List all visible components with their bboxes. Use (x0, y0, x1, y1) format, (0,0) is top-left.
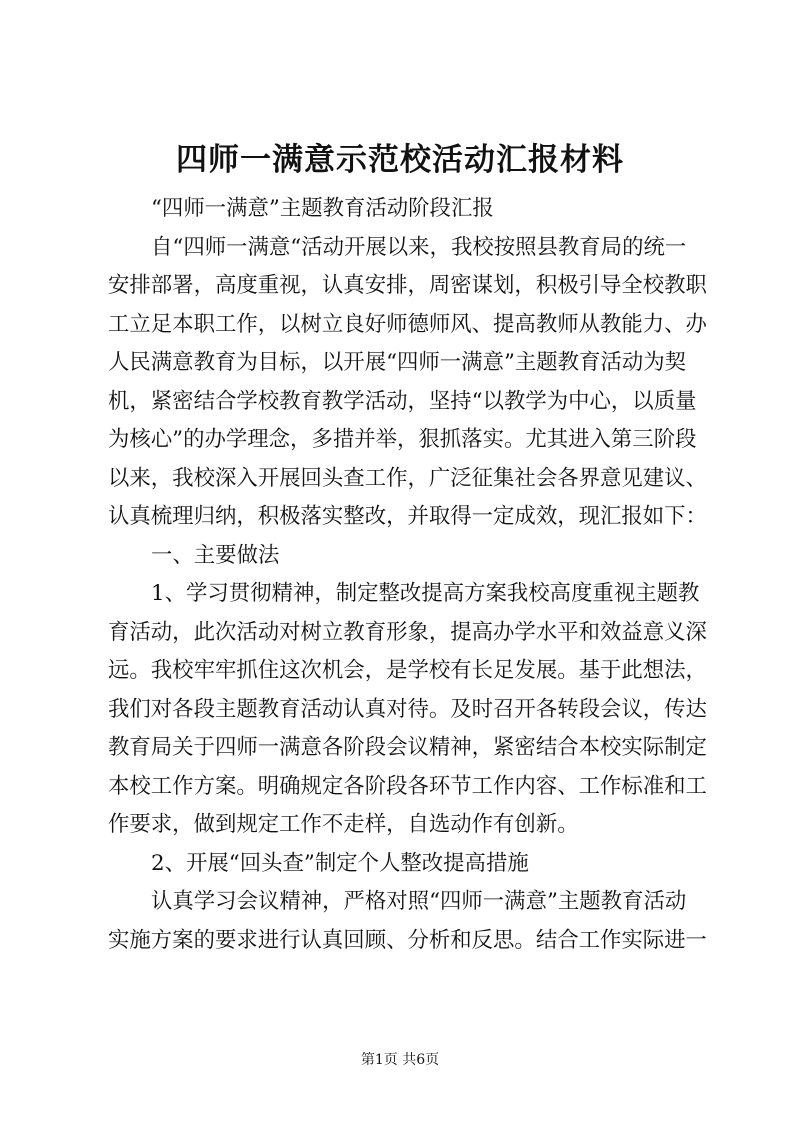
paragraph-line: 为核心”的办学理念，多措并举，狠抓落实。尤其进入第三阶段 (108, 427, 697, 452)
paragraph-line: 人民满意教育为目标，以开展“四师一满意”主题教育活动为契 (108, 350, 687, 375)
paragraph-line: 认真梳理归纳，积极落实整改，并取得一定成效，现汇报如下： (108, 504, 707, 529)
page-number-footer: 第1页 共6页 (360, 1052, 440, 1068)
paragraph-line: 本校工作方案。明确规定各阶段各环节工作内容、工作标准和工 (108, 773, 707, 799)
paragraph-line: 实施方案的要求进行认真回顾、分析和反思。结合工作实际进一 (108, 927, 707, 953)
paragraph-line: 机，紧密结合学校教育教学活动，坚持“以教学为中心，以质量 (108, 388, 697, 414)
section-heading: “四师一满意”主题教育活动阶段汇报 (151, 196, 494, 221)
paragraph-line: 教育局关于四师一满意各阶段会议精神，紧密结合本校实际制定 (108, 735, 707, 760)
document-title: 四师一满意示范校活动汇报材料 (176, 142, 624, 178)
paragraph-line: 工立足本职工作，以树立良好师德师风、提高教师从教能力、办 (108, 311, 707, 337)
paragraph-line: 远。我校牢牢抓住这次机会，是学校有长足发展。基于此想法， (108, 658, 707, 683)
paragraph-line: 1、学习贯彻精神，制定整改提高方案我校高度重视主题教 (151, 581, 700, 606)
paragraph-line: 自“四师一满意“活动开展以来，我校按照县教育局的统一 (151, 234, 687, 260)
section-heading: 2、开展“回头查”制定个人整改提高措施 (151, 850, 529, 876)
paragraph-line: 以来，我校深入开展回头查工作，广泛征集社会各界意见建议、 (108, 465, 707, 491)
paragraph-line: 我们对各段主题教育活动认真对待。及时召开各转段会议，传达 (108, 696, 707, 722)
section-heading: 一、主要做法 (151, 542, 280, 568)
paragraph-line: 安排部署，高度重视，认真安排，周密谋划，积极引导全校教职 (108, 273, 707, 298)
paragraph-line: 育活动，此次活动对树立教育形象，提高办学水平和效益意义深 (108, 619, 707, 645)
document-body (108, 190, 708, 960)
paragraph-line: 作要求，做到规定工作不走样，自选动作有创新。 (108, 812, 579, 837)
paragraph-line: 认真学习会议精神，严格对照“四师一满意”主题教育活动 (151, 889, 687, 914)
